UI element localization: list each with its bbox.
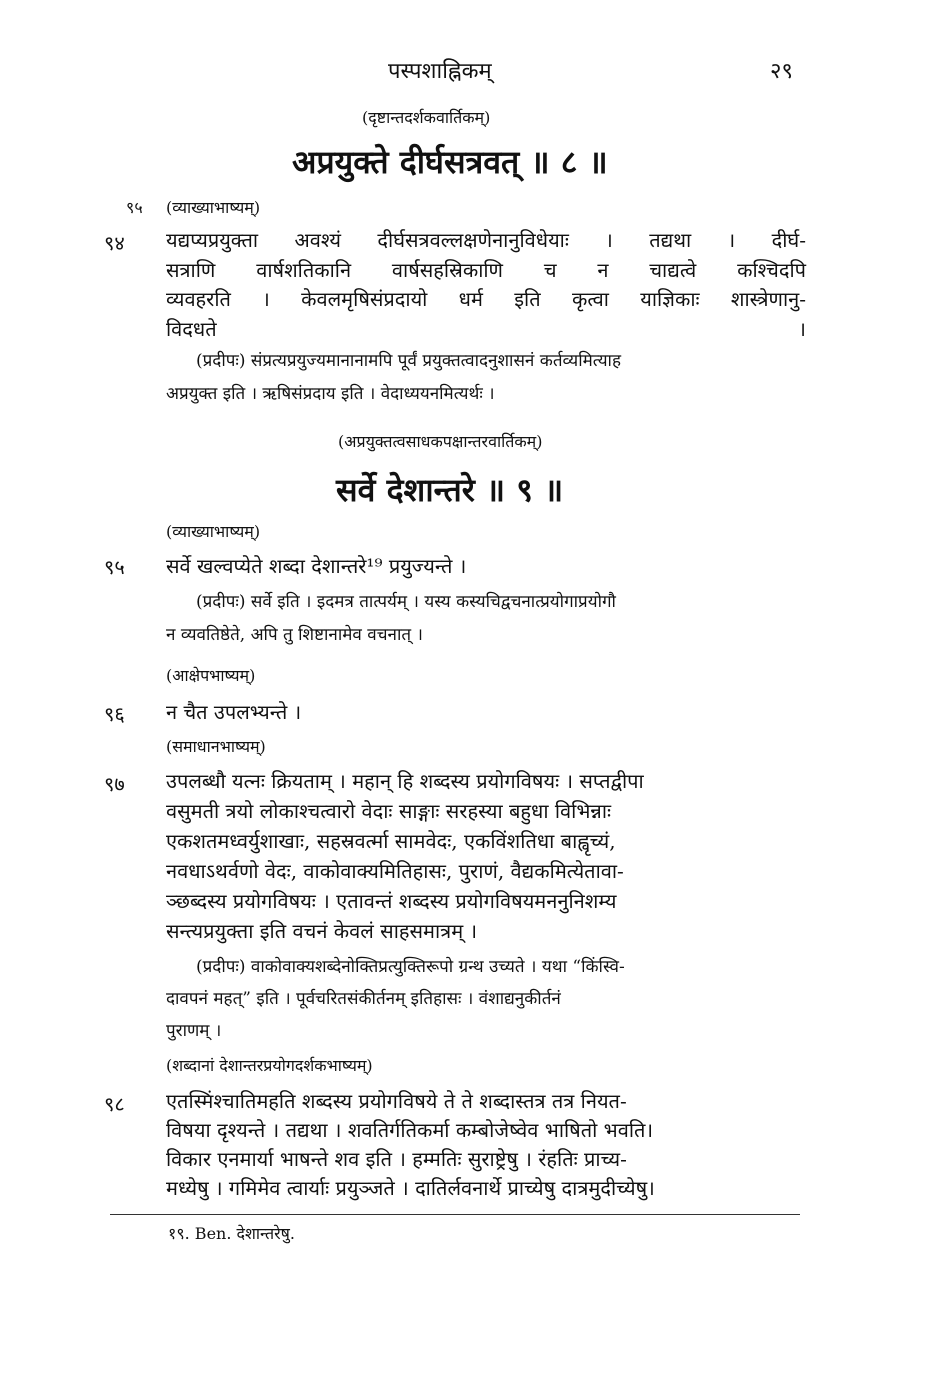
pradipa-2-line-1: (प्रदीपः) सर्वे इति । इदमत्र तात्पर्यम् । यस्य कस्यचिद्वचनात्प्रयोगाप्रयोगौ	[196, 592, 616, 612]
paragraph-number-98: ९८	[104, 1092, 125, 1116]
text-line: ञ्छब्दस्य प्रयोगविषयः । एतावन्तं शब्दस्य प्रयोगविषयमननुनिशम्य	[166, 889, 617, 913]
paragraph-94	[166, 226, 806, 344]
text-line: यद्यप्यप्रयुक्ता अवश्यं दीर्घसत्रवल्लक्षणेनानुविधेयाः । तद्यथा । दीर्घ-	[166, 228, 806, 252]
text-line: एकशतमध्वर्युशाखाः, सहस्रवर्त्मा सामवेदः, एकविंशतिधा बाह्वृच्यं,	[166, 829, 616, 853]
bhashya-label-4: (समाधानभाष्यम्)	[166, 737, 266, 756]
paragraph-number-96: ९६	[104, 702, 125, 726]
pradipa-1-line-1: (प्रदीपः) संप्रत्यप्रयुज्यमानानामपि पूर्वं प्रयुक्तत्वादनुशासनं कर्तव्यमित्याह	[196, 351, 621, 371]
text-line: विदधते ।	[166, 316, 806, 341]
text-line: वसुमती त्रयो लोकाश्चत्वारो वेदाः साङ्गाः सरहस्या बहुधा विभिन्नाः	[166, 799, 612, 823]
paragraph-98	[166, 1087, 806, 1203]
text-line: सत्राणि वार्षशतिकानि वार्षसहस्रिकाणि च न चाद्यत्वे कश्चिदपि	[166, 257, 806, 282]
margin-note: ९५	[126, 198, 143, 217]
page-number: २९	[770, 59, 793, 84]
pradipa-4-line-2: दावपनं महत्” इति । पूर्वचरितसंकीर्तनम् इतिहासः । वंशाद्यनुकीर्तनं	[166, 989, 561, 1009]
text-line: विकार एनमार्या भाषन्ते शव इति । हम्मतिः सुराष्ट्रेषु । रंहतिः प्राच्य-	[166, 1147, 627, 1171]
footnote: १९. Ben. देशान्तरेषु.	[168, 1224, 295, 1243]
text-line: व्यवहरति । केवलमृषिसंप्रदायो धर्म इति कृत्वा याज्ञिकाः शास्त्रेणानु-	[166, 287, 806, 311]
running-header-title: पस्पशाह्निकम्	[388, 59, 492, 84]
paragraph-number-95: ९५	[104, 555, 125, 579]
paragraph-96: न चैत उपलभ्यन्ते ।	[166, 700, 302, 724]
paragraph-number-94: ९४	[104, 231, 125, 255]
paragraph-95: सर्वे खल्वप्येते शब्दा देशान्तरे¹⁹ प्रयुज्यन्ते ।	[166, 554, 467, 578]
pradipa-4-line-3: पुराणम् ।	[166, 1021, 222, 1041]
text-line: सन्त्यप्रयुक्ता इति वचनं केवलं साहसमात्रम् ।	[166, 919, 478, 943]
pradipa-1-line-2: अप्रयुक्त इति । ऋषिसंप्रदाय इति । वेदाध्ययनमित्यर्थः ।	[166, 384, 495, 404]
paragraph-number-97: ९७	[104, 772, 125, 796]
bhashya-label-5: (शब्दानां देशान्तरप्रयोगदर्शकभाष्यम्)	[166, 1056, 373, 1075]
paragraph-97	[166, 766, 806, 946]
text-line: विषया दृश्यन्ते । तद्यथा । शवतिर्गतिकर्मा कम्बोजेष्वेव भाषितो भवति।	[166, 1118, 654, 1142]
text-line: उपलब्धौ यत्नः क्रियताम् । महान् हि शब्दस्य प्रयोगविषयः । सप्तद्वीपा	[166, 769, 644, 793]
vartika-8: अप्रयुक्ते दीर्घसत्रवत् ॥ ८ ॥	[292, 143, 608, 181]
vartika-9: सर्वे देशान्तरे ॥ ९ ॥	[336, 471, 564, 509]
pradipa-4-line-1: (प्रदीपः) वाकोवाक्यशब्देनोक्तिप्रत्युक्तिरूपो ग्रन्थ उच्यते । यथा “किंस्वि-	[196, 957, 625, 977]
bhashya-label-1: (व्याख्याभाष्यम्)	[166, 198, 261, 217]
section-heading-1: (दृष्टान्तदर्शकवार्तिकम्)	[362, 108, 491, 127]
text-line: एतस्मिंश्चातिमहति शब्दस्य प्रयोगविषये ते ते शब्दास्तत्र तत्र नियत-	[166, 1089, 627, 1113]
bhashya-label-3: (आक्षेपभाष्यम्)	[166, 666, 256, 685]
pradipa-2-line-2: न व्यवतिष्ठेते, अपि तु शिष्टानामेव वचनात् ।	[166, 625, 423, 645]
section-heading-2: (अप्रयुक्तत्वसाधकपक्षान्तरवार्तिकम्)	[338, 432, 543, 451]
text-line: मध्येषु । गमिमेव त्वार्याः प्रयुञ्जते । दातिर्लवनार्थे प्राच्येषु दात्रमुदीच्येषु।	[166, 1176, 655, 1200]
bhashya-label-2: (व्याख्याभाष्यम्)	[166, 522, 261, 541]
footnote-rule	[110, 1214, 800, 1215]
text-line: नवधाऽथर्वणो वेदः, वाकोवाक्यमितिहासः, पुराणं, वैद्यकमित्येतावा-	[166, 859, 624, 883]
